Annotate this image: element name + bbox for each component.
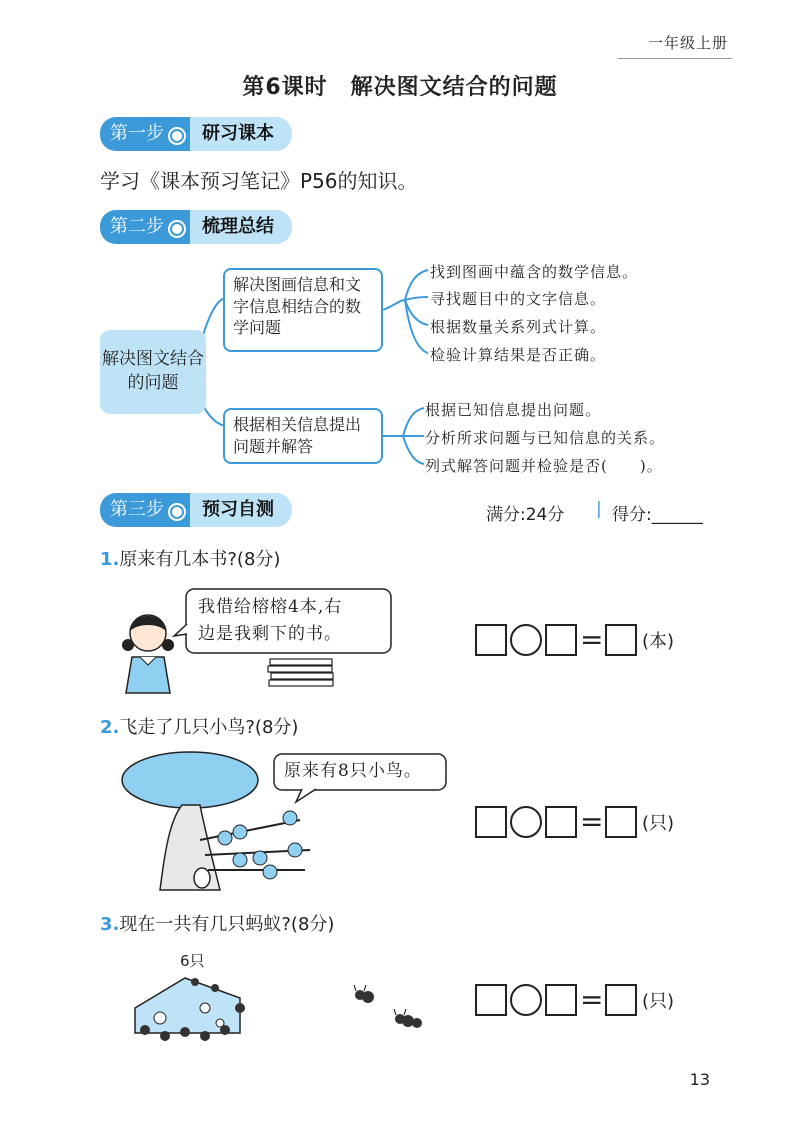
question-2	[100, 713, 298, 739]
cheese-with-ants-illustration	[125, 968, 265, 1048]
answer-box[interactable]	[605, 806, 637, 838]
question-3	[100, 910, 334, 936]
grade-label: 一年级上册	[647, 34, 728, 52]
bubble-2-text: 原来有8只小鸟。	[284, 761, 422, 781]
mindmap-root: 解决图文结合的问题	[100, 330, 206, 414]
question-text: 现在一共有几只蚂蚁?(8分)	[119, 914, 335, 935]
step1-name: 研习课本	[190, 117, 292, 151]
question-number: 3.	[100, 914, 120, 935]
equation-2	[475, 806, 674, 838]
branch2-item: 分析所求问题与已知信息的关系。	[425, 429, 666, 447]
page-number: 13	[689, 1070, 710, 1089]
answer-box[interactable]	[475, 806, 507, 838]
step3-name: 预习自测	[190, 493, 292, 527]
equation-1	[475, 624, 674, 656]
answer-box[interactable]	[545, 806, 577, 838]
step3-label: 第三步	[100, 493, 190, 527]
question-text: 原来有几本书?(8分)	[119, 549, 281, 570]
bubble-1-line1: 我借给榕榕4本,右	[198, 597, 343, 617]
full-score: 满分:24分	[486, 505, 565, 525]
bubble-1-line2: 边是我剩下的书。	[198, 624, 342, 644]
equals-sign: =	[580, 983, 604, 1016]
step3-banner	[100, 493, 292, 527]
step3-dot	[170, 505, 184, 519]
score-field[interactable]: 得分:______	[612, 505, 703, 525]
equals-sign: =	[580, 805, 604, 838]
girl-illustration	[118, 605, 178, 695]
step2-label: 第二步	[100, 210, 190, 244]
question-number: 2.	[100, 717, 120, 738]
branch1-item: 检验计算结果是否正确。	[430, 346, 607, 364]
score-divider: |	[596, 499, 602, 519]
question-text: 飞走了几只小鸟?(8分)	[119, 717, 299, 738]
two-ants-illustration	[352, 985, 432, 1035]
answer-box[interactable]	[475, 984, 507, 1016]
unit-label: (只)	[642, 991, 675, 1012]
ant-count-label: 6只	[180, 952, 205, 970]
answer-box[interactable]	[475, 624, 507, 656]
question-1	[100, 545, 280, 571]
unit-label: (只)	[642, 813, 675, 834]
step1-label: 第一步	[100, 117, 190, 151]
mindmap-branch2: 根据相关信息提出问题并解答	[223, 408, 383, 464]
unit-label: (本)	[642, 631, 675, 652]
operator-circle[interactable]	[510, 806, 542, 838]
branch2-item: 根据已知信息提出问题。	[425, 401, 602, 419]
page-title: 第6课时 解决图文结合的问题	[242, 75, 558, 100]
answer-box[interactable]	[545, 624, 577, 656]
operator-circle[interactable]	[510, 624, 542, 656]
answer-box[interactable]	[605, 984, 637, 1016]
answer-box[interactable]	[605, 624, 637, 656]
branch2-item: 列式解答问题并检验是否( )。	[425, 457, 663, 475]
operator-circle[interactable]	[510, 984, 542, 1016]
books-icon	[268, 657, 338, 693]
question-number: 1.	[100, 549, 120, 570]
equals-sign: =	[580, 623, 604, 656]
branch1-item: 根据数量关系列式计算。	[430, 318, 607, 336]
step1-text: 学习《课本预习笔记》P56的知识。	[100, 169, 418, 193]
mindmap-branch1: 解决图画信息和文字信息相结合的数学问题	[223, 268, 383, 352]
mindmap-connectors	[0, 0, 800, 500]
branch1-item: 找到图画中蕴含的数学信息。	[430, 263, 639, 281]
step2-name: 梳理总结	[190, 210, 292, 244]
answer-box[interactable]	[545, 984, 577, 1016]
equation-3	[475, 984, 674, 1016]
branch1-item: 寻找题目中的文字信息。	[430, 290, 607, 308]
